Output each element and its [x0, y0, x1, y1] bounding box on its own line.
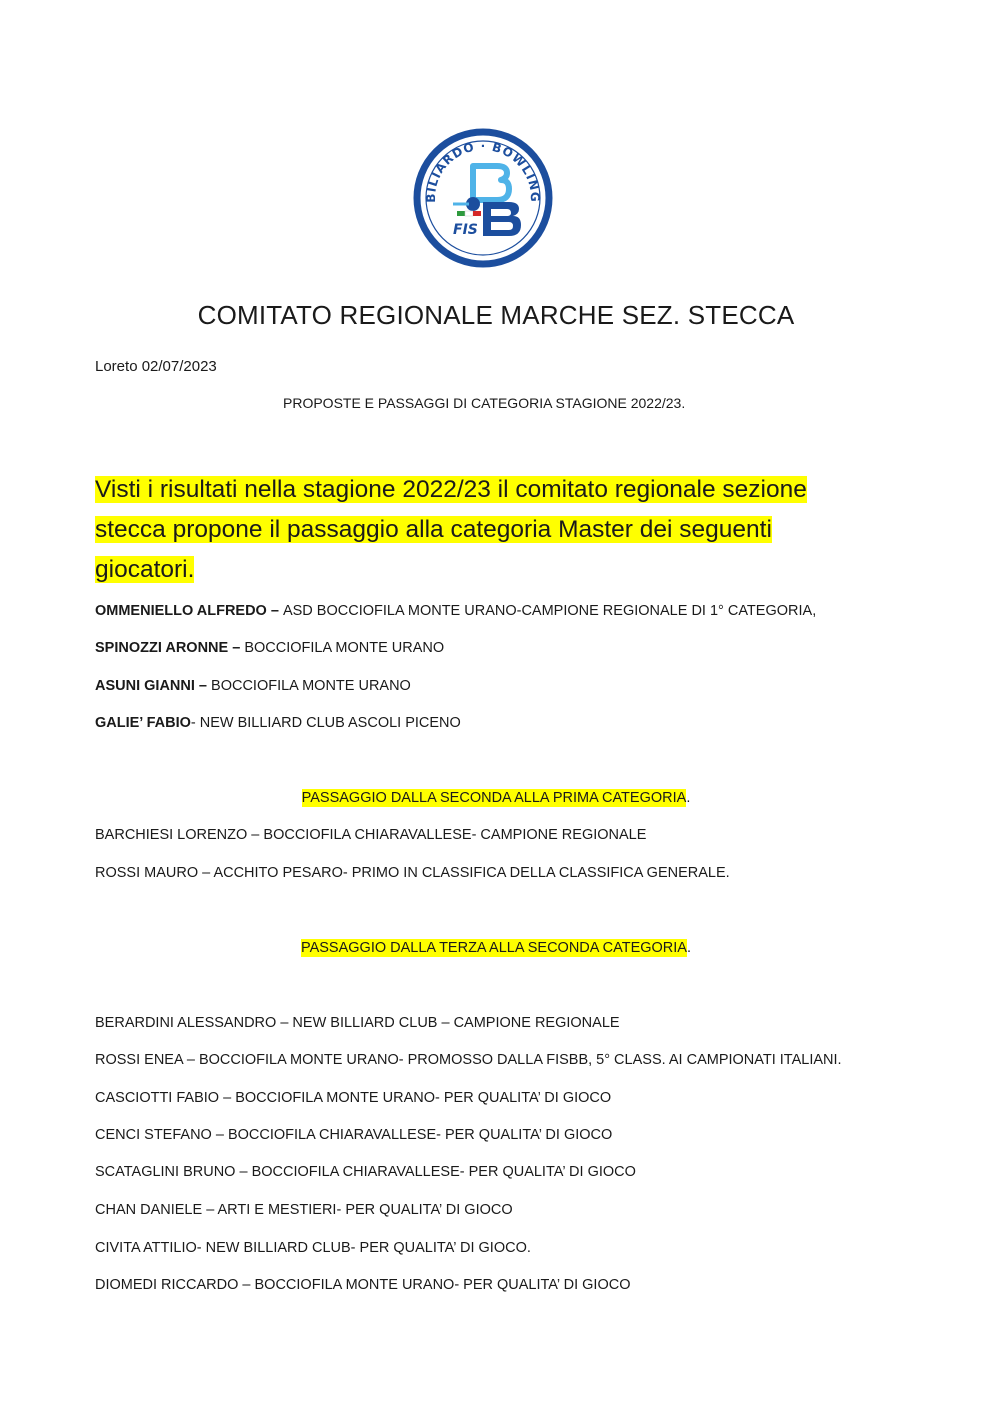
dateline: Loreto 02/07/2023: [95, 358, 217, 375]
list-item: CENCI STEFANO – BOCCIOFILA CHIARAVALLESE- PER QUALITA’ DI GIOCO: [95, 1127, 613, 1143]
intro-paragraph: [95, 470, 875, 590]
player-name: ASUNI GIANNI: [95, 678, 195, 694]
list-item: CHAN DANIELE – ARTI E MESTIERI- PER QUALITA’ DI GIOCO: [95, 1202, 513, 1218]
intro-text: Visti i risultati nella stagione 2022/23 il comitato regionale sezione stecca propone il passaggio alla categoria Master dei seguenti giocatori.: [95, 476, 807, 583]
player-detail: BOCCIOFILA MONTE URANO: [211, 678, 411, 694]
section-heading-text: PASSAGGIO DALLA SECONDA ALLA PRIMA CATEGORIA: [301, 790, 687, 806]
list-item: ROSSI MAURO – ACCHITO PESARO- PRIMO IN CLASSIFICA DELLA CLASSIFICA GENERALE.: [95, 865, 730, 881]
section-heading-suffix: .: [686, 940, 692, 956]
player-detail: BOCCIOFILA MONTE URANO: [244, 640, 445, 656]
player-name: GALIE’ FABIO: [95, 715, 191, 731]
separator: -: [190, 715, 200, 731]
player-name: OMMENIELLO ALFREDO: [95, 603, 267, 619]
logo-brand-text: FIS: [453, 222, 478, 238]
logo-arc-text: BILIARDO · BOWLING: [423, 138, 543, 203]
master-entry: [95, 678, 411, 694]
separator: –: [228, 640, 245, 656]
separator: –: [266, 603, 283, 619]
player-name: SPINOZZI ARONNE: [95, 640, 229, 656]
section-heading-prima: [0, 790, 992, 806]
list-item: CASCIOTTI FABIO – BOCCIOFILA MONTE URANO- PER QUALITA’ DI GIOCO: [95, 1090, 612, 1106]
list-item: ROSSI ENEA – BOCCIOFILA MONTE URANO- PROMOSSO DALLA FISBB, 5° CLASS. AI CAMPIONATI ITALIANI.: [95, 1052, 842, 1068]
master-entry: [95, 715, 461, 731]
master-entry: [95, 603, 816, 619]
separator: –: [194, 678, 212, 694]
list-item: BARCHIESI LORENZO – BOCCIOFILA CHIARAVALLESE- CAMPIONE REGIONALE: [95, 827, 647, 843]
page-title: COMITATO REGIONALE MARCHE SEZ. STECCA: [197, 300, 795, 330]
section-heading-suffix: .: [686, 790, 691, 806]
master-entry: [95, 640, 444, 656]
list-item: BERARDINI ALESSANDRO – NEW BILLIARD CLUB – CAMPIONE REGIONALE: [95, 1015, 620, 1031]
list-item: DIOMEDI RICCARDO – BOCCIOFILA MONTE URANO- PER QUALITA’ DI GIOCO: [95, 1277, 631, 1293]
list-item: SCATAGLINI BRUNO – BOCCIOFILA CHIARAVALLESE- PER QUALITA’ DI GIOCO: [95, 1164, 636, 1180]
section-heading-text: PASSAGGIO DALLA TERZA ALLA SECONDA CATEGORIA: [300, 940, 687, 956]
player-detail: NEW BILLIARD CLUB ASCOLI PICENO: [199, 715, 461, 731]
player-detail: ASD BOCCIOFILA MONTE URANO-CAMPIONE REGIONALE DI 1° CATEGORIA,: [282, 603, 817, 619]
fisbb-logo: [413, 118, 553, 283]
subtitle: PROPOSTE E PASSAGGI DI CATEGORIA STAGIONE 2022/23.: [283, 395, 686, 411]
section-heading-seconda: [0, 940, 992, 956]
list-item: CIVITA ATTILIO- NEW BILLIARD CLUB- PER QUALITA’ DI GIOCO.: [95, 1240, 531, 1256]
